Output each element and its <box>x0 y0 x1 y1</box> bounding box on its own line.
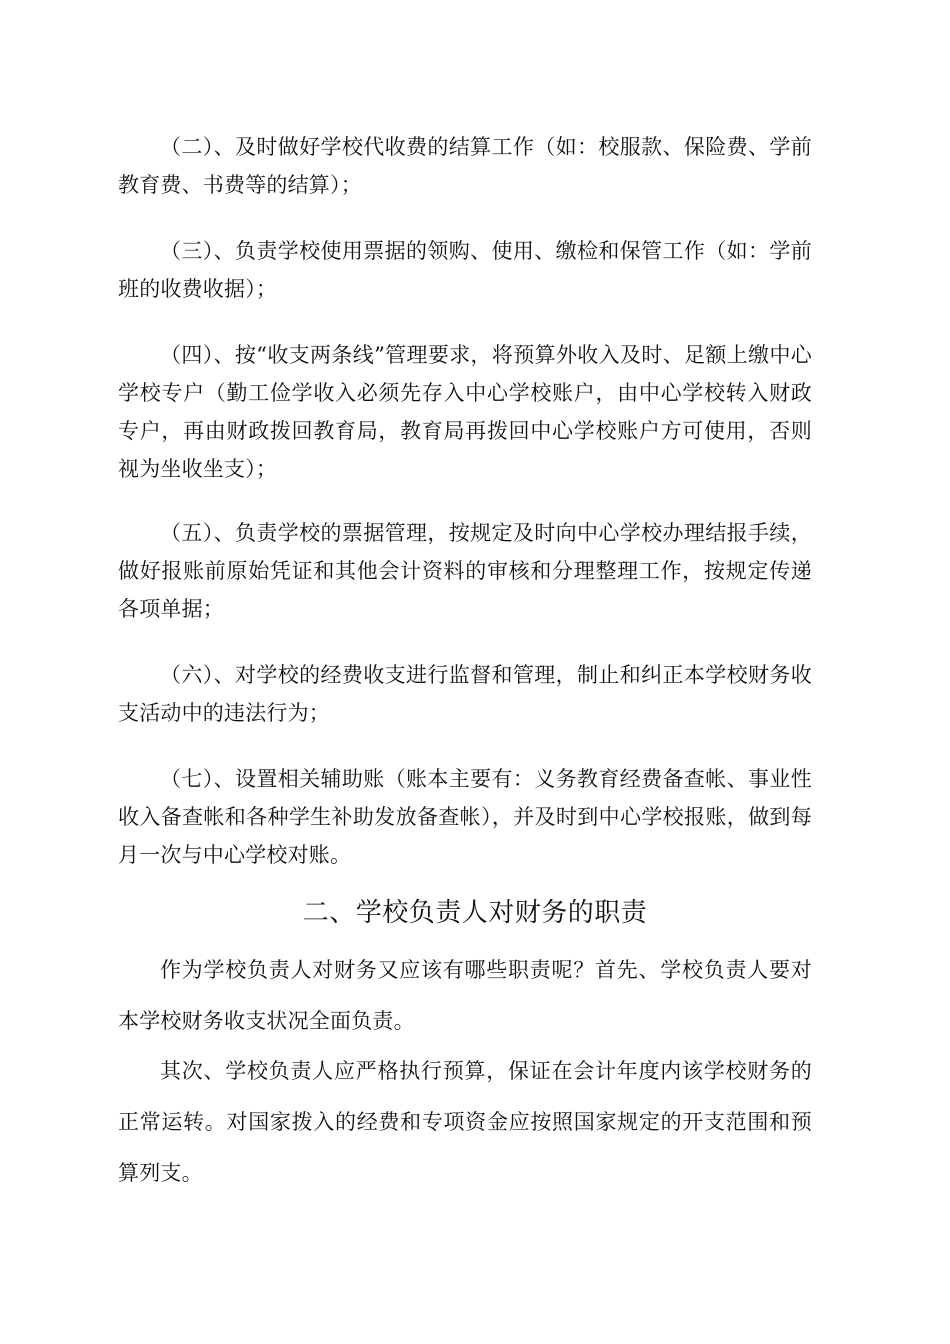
paragraph-item-6: （六）、对学校的经费收支进行监督和管理，制止和纠正本学校财务收支活动中的违法行为； <box>118 663 812 725</box>
paragraph-item-3: （三）、负责学校使用票据的领购、使用、缴检和保管工作（如：学前班的收费收据）； <box>118 239 812 301</box>
paragraph-item-2: （二）、及时做好学校代收费的结算工作（如：校服款、保险费、学前教育费、书费等的结算）； <box>118 135 812 197</box>
section-heading: 二、学校负责人对财务的职责 <box>302 898 648 928</box>
paragraph-item-5: （五）、负责学校的票据管理，按规定及时向中心学校办理结报手续，做好报账前原始凭证和其他会计资料的审核和分理整理工作，按规定传递各项单据； <box>118 521 812 621</box>
section-paragraph-2: 其次、学校负责人应严格执行预算，保证在会计年度内该学校财务的正常运转。对国家拨入的经费和专项资金应按照国家规定的开支范围和预算列支。 <box>118 1059 812 1185</box>
section-paragraph-1: 作为学校负责人对财务又应该有哪些职责呢？首先、学校负责人要对本学校财务收支状况全面负责。 <box>118 958 812 1033</box>
paragraph-item-7: （七）、设置相关辅助账（账本主要有：义务教育经费备查帐、事业性收入备查帐和各种学生补助发放备查帐），并及时到中心学校报账，做到每月一次与中心学校对账。 <box>118 767 812 867</box>
paragraph-item-4: （四）、按“收支两条线”管理要求，将预算外收入及时、足额上缴中心学校专户（勤工俭学收入必须先存入中心学校账户，由中心学校转入财政专户，再由财政拨回教育局，教育局再拨回中心学校账户方可使用，否则视为坐收坐支）； <box>118 343 812 481</box>
